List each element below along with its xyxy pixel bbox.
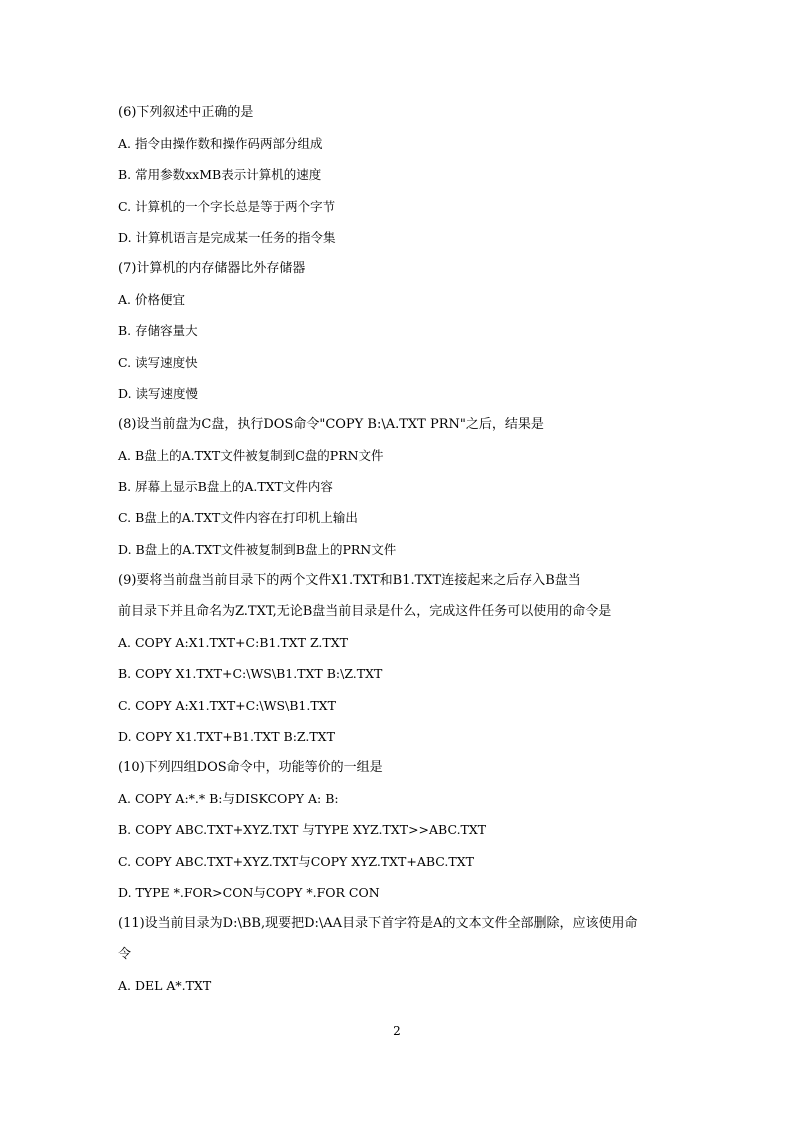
question-10-option-d: D. TYPE *.FOR>CON与COPY *.FOR CON <box>118 884 380 900</box>
question-11-option-a: A. DEL A*.TXT <box>118 978 212 994</box>
question-10-option-c: C. COPY ABC.TXT+XYZ.TXT与COPY XYZ.TXT+ABC.TXT <box>118 853 474 869</box>
question-10-option-a: A. COPY A:*.* B:与DISKCOPY A: B: <box>118 791 339 807</box>
question-8: (8)设当前盘为C盘，执行DOS命令"COPY B:\A.TXT PRN"之后，结果是 <box>118 416 544 432</box>
question-9-line-2: 前目录下并且命名为Z.TXT,无论B盘当前目录是什么，完成这件任务可以使用的命令是 <box>118 604 612 619</box>
question-11-line-1: (11)设当前目录为D:\BB,现要把D:\AA目录下首字符是A的文本文件全部删除，应该使用命 <box>118 915 638 931</box>
question-7: (7)计算机的内存储器比外存储器 <box>118 260 306 276</box>
question-6-option-b: B. 常用参数xxMB表示计算机的速度 <box>118 167 322 183</box>
question-9-option-a: A. COPY A:X1.TXT+C:B1.TXT Z.TXT <box>118 635 348 651</box>
question-10-option-b: B. COPY ABC.TXT+XYZ.TXT 与TYPE XYZ.TXT>>ABC.TXT <box>118 822 487 838</box>
question-9-option-c: C. COPY A:X1.TXT+C:\WS\B1.TXT <box>118 697 336 713</box>
question-content <box>118 102 678 1006</box>
question-7-option-d: D. 读写速度慢 <box>118 385 199 401</box>
question-7-option-c: C. 读写速度快 <box>118 354 198 370</box>
question-6: (6)下列叙述中正确的是 <box>118 105 254 120</box>
question-6-option-a: A. 指令由操作数和操作码两部分组成 <box>118 136 323 152</box>
question-8-option-b: B. 屏幕上显示B盘上的A.TXT文件内容 <box>118 479 333 495</box>
question-7-option-a: A. 价格便宜 <box>118 292 185 308</box>
question-9-option-d: D. COPY X1.TXT+B1.TXT B:Z.TXT <box>118 728 335 744</box>
question-10: (10)下列四组DOS命令中，功能等价的一组是 <box>118 759 383 775</box>
question-8-option-c: C. B盘上的A.TXT文件内容在打印机上输出 <box>118 510 358 526</box>
question-6-option-c: C. 计算机的一个字长总是等于两个字节 <box>118 198 336 214</box>
question-6-option-d: D. 计算机语言是完成某一任务的指令集 <box>118 229 336 245</box>
question-7-option-b: B. 存储容量大 <box>118 323 198 339</box>
question-8-option-a: A. B盘上的A.TXT文件被复制到C盘的PRN文件 <box>118 448 384 464</box>
question-8-option-d: D. B盘上的A.TXT文件被复制到B盘上的PRN文件 <box>118 541 397 557</box>
question-9-line-1: (9)要将当前盘当前目录下的两个文件X1.TXT和B1.TXT连接起来之后存入B盘当 <box>118 572 581 588</box>
question-9-option-b: B. COPY X1.TXT+C:\WS\B1.TXT B:\Z.TXT <box>118 666 383 682</box>
page-number: 2 <box>393 1024 401 1038</box>
question-11-line-2: 令 <box>118 947 132 963</box>
